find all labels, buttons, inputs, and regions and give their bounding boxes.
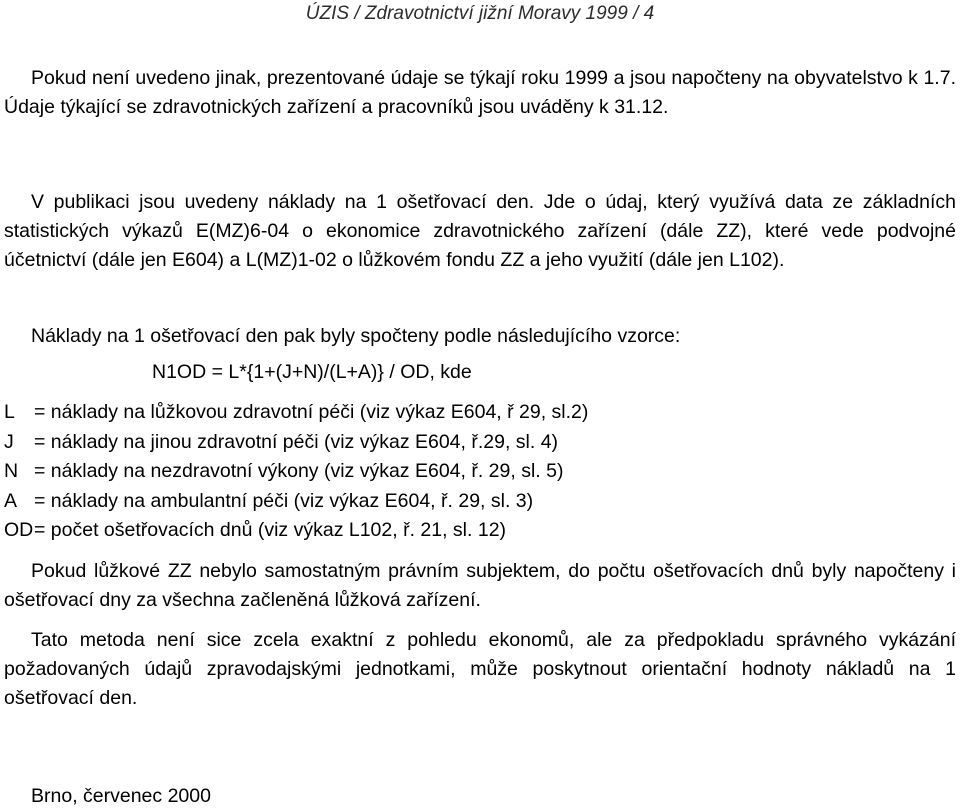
- definition-symbol: L: [4, 401, 15, 423]
- definition-row-n: [4, 457, 588, 487]
- definition-symbol: A: [4, 489, 18, 512]
- definition-row-l: [4, 398, 588, 428]
- definition-symbol: OD: [4, 519, 34, 541]
- definition-row-a: [4, 487, 588, 517]
- definition-text: = náklady na lůžkovou zdravotní péči (viz výkaz E604, ř 29, sl.2): [34, 401, 589, 423]
- intro-paragraph: Pokud není uvedeno jinak, prezentované údaje se týkají roku 1999 a jsou napočteny na obyvatelstvo k 1.7. Údaje týkající se zdravotnických zařízení a pracovníků jsou uváděny k 31.12.: [4, 67, 956, 118]
- cost-description-paragraph: V publikaci jsou uvedeny náklady na 1 ošetřovací den. Jde o údaj, který využívá data ze základních statistických výkazů E(MZ)6-04 o ekonomice zdravotnického zařízení (dále ZZ), které vede podvojné účetnictví (dále jen E604) a L(MZ)1-02 o lůžkovém fondu ZZ a jeho využití (dále jen L102).: [4, 191, 956, 271]
- variable-definitions: [4, 398, 588, 546]
- definition-text: = počet ošetřovacích dnů (viz výkaz L102, ř. 21, sl. 12): [34, 519, 507, 541]
- definition-symbol: N: [4, 460, 19, 482]
- place-and-date: Brno, červenec 2000: [31, 785, 211, 807]
- definition-text: = náklady na nezdravotní výkony (viz výkaz E604, ř. 29, sl. 5): [34, 460, 564, 482]
- cost-formula: N1OD = L*{1+(J+N)/(L+A)} / OD, kde: [152, 361, 472, 383]
- definition-row-j: [4, 428, 588, 458]
- subjects-paragraph: Pokud lůžkové ZZ nebylo samostatným právním subjektem, do počtu ošetřovacích dnů byly napočteny i ošetřovací dny za všechna začleněná lůžková zařízení.: [4, 560, 956, 611]
- running-header: ÚZIS / Zdravotnictví jižní Moravy 1999 / 4: [305, 3, 655, 24]
- method-paragraph: Tato metoda není sice zcela exaktní z pohledu ekonomů, ale za předpokladu správného vykázání požadovaných údajů zpravodajskými jednotkami, může poskytnout orientační hodnoty nákladů na 1 ošetřovací den.: [4, 629, 956, 709]
- definition-row-od: [4, 516, 588, 546]
- definition-symbol: J: [4, 430, 14, 453]
- formula-intro-paragraph: Náklady na 1 ošetřovací den pak byly spočteny podle následujícího vzorce:: [31, 325, 681, 347]
- definition-text: = náklady na jinou zdravotní péči (viz výkaz E604, ř.29, sl. 4): [34, 430, 559, 453]
- definition-text: = náklady na ambulantní péči (viz výkaz E604, ř. 29, sl. 3): [34, 489, 534, 512]
